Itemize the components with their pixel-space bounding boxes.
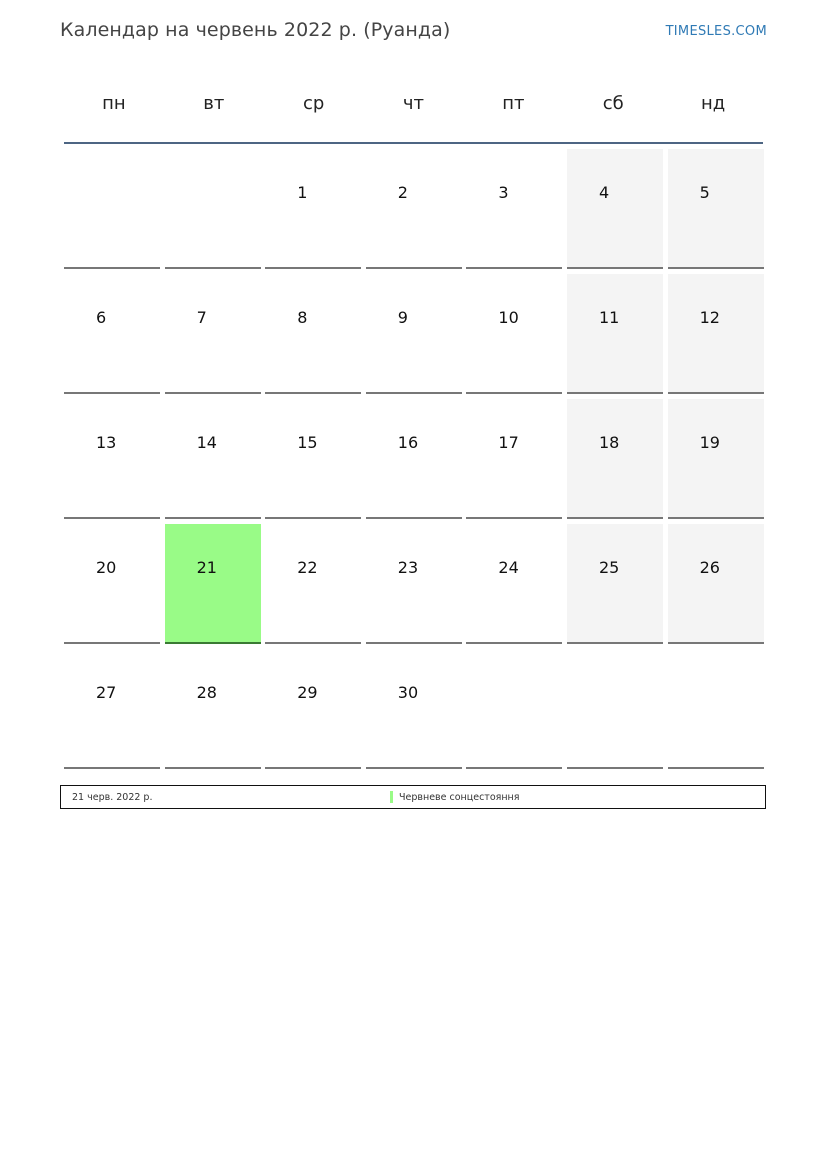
calendar-day-cell [567, 274, 663, 394]
day-number: 21 [196, 558, 217, 577]
calendar-day-cell [265, 274, 361, 394]
day-number: 18 [599, 433, 620, 452]
weekday-label: вт [203, 93, 225, 114]
weekday-label: сб [602, 93, 624, 114]
calendar-day-cell [366, 149, 462, 269]
day-number: 25 [599, 558, 620, 577]
day-number: 23 [397, 558, 419, 577]
day-number: 15 [297, 433, 318, 452]
calendar-day-cell [165, 649, 261, 769]
day-number: 3 [498, 183, 509, 202]
day-number: 6 [96, 308, 107, 327]
calendar-day-cell [567, 149, 663, 269]
weekday-label: ср [302, 93, 325, 114]
calendar-day-cell [165, 524, 261, 644]
calendar-empty-cell [567, 649, 663, 769]
calendar-day-cell [366, 524, 462, 644]
day-number: 2 [397, 183, 408, 202]
day-number: 13 [96, 433, 117, 452]
calendar-day-cell [466, 399, 562, 519]
calendar-day-cell [668, 149, 764, 269]
calendar-day-cell [265, 149, 361, 269]
calendar-day-cell [567, 399, 663, 519]
weekday-label: чт [402, 93, 425, 114]
calendar-day-cell [64, 399, 160, 519]
day-number: 8 [297, 308, 308, 327]
calendar-day-cell [567, 524, 663, 644]
calendar-day-cell [165, 274, 261, 394]
day-number: 7 [196, 308, 207, 327]
calendar-day-cell [64, 524, 160, 644]
calendar-day-cell [64, 649, 160, 769]
legend-color-marker [390, 791, 393, 803]
day-number: 19 [699, 433, 720, 452]
day-number: 9 [397, 308, 408, 327]
day-number: 22 [297, 558, 318, 577]
day-number: 14 [196, 433, 217, 452]
calendar-day-cell [64, 274, 160, 394]
calendar-day-cell [265, 399, 361, 519]
weekday-label: пн [102, 93, 126, 114]
calendar-day-cell [466, 524, 562, 644]
weekday-header [64, 82, 763, 126]
weekday-label: нд [700, 93, 726, 114]
brand-link[interactable]: TIMESLES.COM [665, 24, 767, 39]
day-number: 20 [96, 558, 117, 577]
header-divider [64, 142, 763, 144]
day-number: 24 [498, 558, 519, 577]
calendar-empty-cell [64, 149, 160, 269]
day-number: 5 [699, 183, 710, 202]
calendar-empty-cell [165, 149, 261, 269]
day-number: 29 [297, 683, 318, 702]
day-number: 1 [297, 183, 308, 202]
calendar-day-cell [366, 399, 462, 519]
calendar-day-cell [668, 524, 764, 644]
holiday-legend [60, 785, 766, 809]
calendar-day-cell [366, 649, 462, 769]
day-number: 27 [96, 683, 117, 702]
calendar-day-cell [466, 149, 562, 269]
calendar-day-cell [265, 524, 361, 644]
day-number: 4 [599, 183, 610, 202]
weekday-label: пт [502, 93, 525, 114]
calendar-day-cell [668, 274, 764, 394]
calendar-day-cell [366, 274, 462, 394]
day-number: 12 [699, 308, 720, 327]
calendar-day-cell [466, 274, 562, 394]
calendar-day-cell [265, 649, 361, 769]
day-number: 16 [397, 433, 419, 452]
legend-date: 21 черв. 2022 р. [72, 792, 153, 803]
calendar-empty-cell [668, 649, 764, 769]
day-number: 17 [498, 433, 519, 452]
legend-event-name: Червневе сонцестояння [399, 792, 520, 803]
page-title: Календар на червень 2022 р. (Руанда) [60, 19, 451, 41]
day-number: 26 [699, 558, 720, 577]
day-number: 11 [599, 308, 620, 327]
day-number: 28 [196, 683, 217, 702]
day-number: 10 [498, 308, 519, 327]
calendar-day-cell [668, 399, 764, 519]
day-number: 30 [397, 683, 419, 702]
calendar-day-cell [165, 399, 261, 519]
calendar-empty-cell [466, 649, 562, 769]
